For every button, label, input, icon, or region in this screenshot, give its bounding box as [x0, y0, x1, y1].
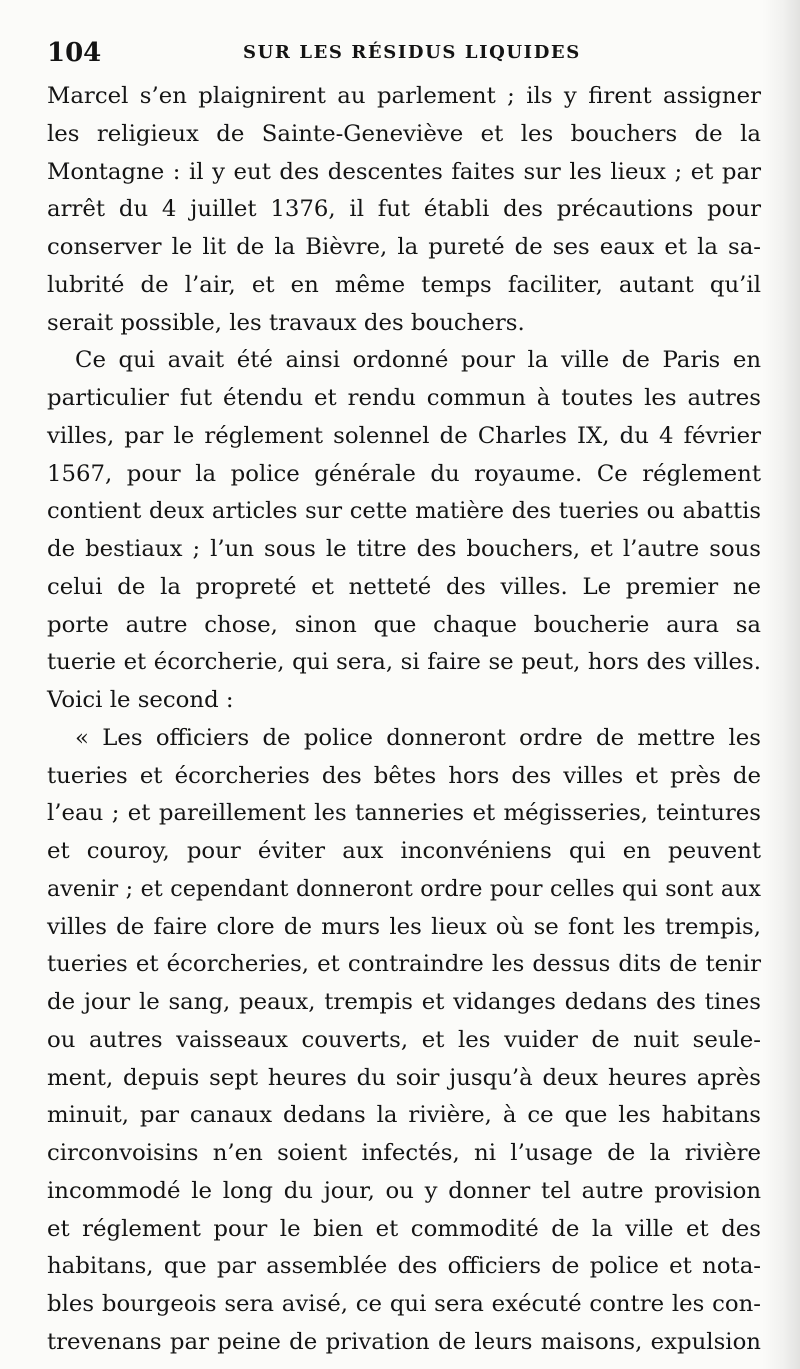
- text-line: les religieux de Sainte-Geneviève et les bouchers de la: [47, 120, 761, 147]
- text-line: porte autre chose, sinon que chaque boucherie aura sa: [47, 611, 761, 638]
- text-line: bles bourgeois sera avisé, ce qui sera exécuté contre les con-: [47, 1291, 761, 1317]
- running-head: SUR LES RÉSIDUS LIQUIDES: [243, 42, 581, 63]
- text-line: Marcel s’en plaignirent au parlement ; ils y firent assigner: [47, 83, 761, 109]
- text-line: villes de faire clore de murs les lieux où se font les trempis,: [47, 913, 761, 940]
- text-line: tueries et écorcheries, et contraindre les dessus dits de tenir: [47, 951, 761, 978]
- text-line: minuit, par canaux dedans la rivière, à ce que les habitans: [47, 1102, 761, 1129]
- text-line: villes, par le réglement solennel de Charles IX, du 4 février: [47, 422, 761, 449]
- text-line: ou autres vaisseaux couverts, et les vuider de nuit seule-: [47, 1026, 761, 1053]
- page-header: [47, 38, 767, 72]
- text-line: tueries et écorcheries des bêtes hors des villes et près de: [47, 762, 761, 789]
- text-line: tuerie et écorcherie, qui sera, si faire se peut, hors des villes.: [47, 649, 761, 676]
- text-line: habitans, que par assemblée des officiers de police et nota-: [47, 1253, 761, 1280]
- text-line: celui de la propreté et netteté des villes. Le premier ne: [47, 573, 761, 600]
- text-line: avenir ; et cependant donneront ordre pour celles qui sont aux: [47, 875, 761, 902]
- text-line: arrêt du 4 juillet 1376, il fut établi des précautions pour: [47, 196, 761, 223]
- text-line: « Les officiers de police donneront ordre de mettre les: [75, 724, 761, 751]
- text-line: de bestiaux ; l’un sous le titre des bouchers, et l’autre sous: [47, 536, 761, 562]
- body-text: [47, 78, 761, 1362]
- text-line: serait possible, les travaux des bouchers.: [47, 309, 525, 336]
- text-line: et couroy, pour éviter aux inconvéniens qui en peuvent: [47, 838, 761, 864]
- text-line: Voici le second :: [47, 687, 234, 713]
- text-line: incommodé le long du jour, ou y donner tel autre provision: [47, 1177, 761, 1204]
- text-line: circonvoisins n’en soient infectés, ni l’usage de la rivière: [47, 1140, 761, 1166]
- text-line: Ce qui avait été ainsi ordonné pour la ville de Paris en: [75, 347, 761, 374]
- text-line: Montagne : il y eut des descentes faites sur les lieux ; et par: [47, 158, 761, 185]
- text-line: l’eau ; et pareillement les tanneries et mégisseries, teintures: [47, 800, 761, 827]
- text-line: ment, depuis sept heures du soir jusqu’à deux heures après: [47, 1064, 761, 1091]
- text-line: 1567, pour la police générale du royaume. Ce réglement: [47, 460, 761, 487]
- text-line: lubrité de l’air, et en même temps faciliter, autant qu’il: [47, 271, 761, 298]
- text-line: contient deux articles sur cette matière des tueries ou abattis: [47, 498, 761, 525]
- page-edge-shadow: [762, 0, 800, 1369]
- text-line: particulier fut étendu et rendu commun à toutes les autres: [47, 385, 761, 411]
- text-line: de jour le sang, peaux, trempis et vidanges dedans des tines: [47, 989, 761, 1015]
- text-line: conserver le lit de la Bièvre, la pureté de ses eaux et la sa-: [47, 234, 761, 260]
- text-line: trevenans par peine de privation de leurs maisons, expulsion: [47, 1328, 761, 1355]
- page-number: 104: [47, 38, 102, 68]
- text-line: et réglement pour le bien et commodité de la ville et des: [47, 1215, 761, 1242]
